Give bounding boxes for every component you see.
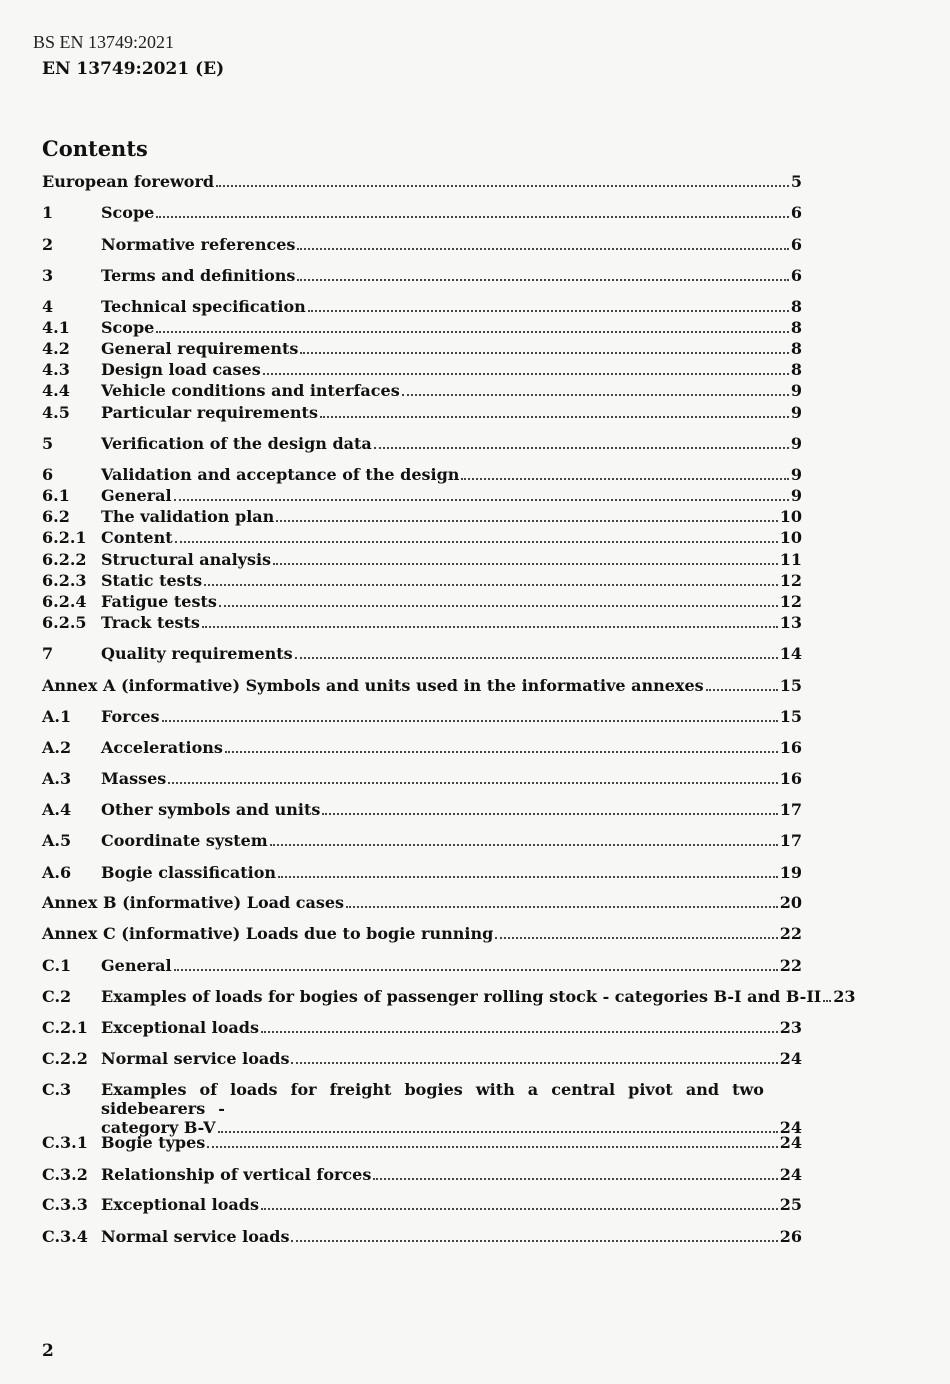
leader-dots bbox=[156, 331, 789, 333]
toc-text: Content bbox=[101, 528, 173, 547]
toc-page: 9 bbox=[790, 465, 802, 484]
toc-entry[interactable] bbox=[42, 893, 802, 914]
toc-text: Validation and acceptance of the design bbox=[101, 465, 460, 484]
toc-entry[interactable] bbox=[42, 1018, 802, 1039]
toc-text: Vehicle conditions and interfaces bbox=[101, 381, 400, 400]
header-standard-en: EN 13749:2021 (E) bbox=[42, 59, 225, 79]
toc-entry[interactable] bbox=[42, 800, 802, 821]
toc-number: 6.2.4 bbox=[42, 592, 87, 611]
toc-number: 5 bbox=[42, 434, 54, 453]
toc-text: Terms and definitions bbox=[101, 266, 296, 285]
toc-number: C.2 bbox=[42, 987, 72, 1006]
leader-dots bbox=[495, 937, 777, 939]
toc-text: Exceptional loads bbox=[101, 1195, 259, 1214]
toc-page: 6 bbox=[790, 266, 802, 285]
toc-page: 10 bbox=[779, 528, 802, 547]
toc-number: 4.4 bbox=[42, 381, 70, 400]
leader-dots bbox=[162, 720, 778, 722]
leader-dots bbox=[402, 394, 789, 396]
toc-number: C.3.1 bbox=[42, 1133, 88, 1152]
toc-page: 24 bbox=[779, 1165, 802, 1184]
toc-text: General bbox=[101, 956, 172, 975]
leader-dots bbox=[706, 689, 778, 691]
toc-entry[interactable] bbox=[42, 381, 802, 402]
toc-entry[interactable] bbox=[42, 360, 802, 381]
toc-entry[interactable] bbox=[42, 339, 802, 360]
toc-text: Fatigue tests bbox=[101, 592, 217, 611]
toc-page: 14 bbox=[779, 644, 802, 663]
toc-entry[interactable] bbox=[42, 172, 802, 193]
toc-entry[interactable] bbox=[42, 486, 802, 507]
toc-text-continued: category B-V bbox=[101, 1118, 216, 1137]
toc-number: 6.1 bbox=[42, 486, 70, 505]
leader-dots bbox=[373, 1178, 777, 1180]
toc-entry[interactable] bbox=[42, 235, 802, 256]
leader-dots bbox=[174, 499, 789, 501]
leader-dots bbox=[261, 1208, 778, 1210]
toc-text: Masses bbox=[101, 769, 167, 788]
toc-page: 17 bbox=[779, 800, 802, 819]
toc-number: A.5 bbox=[42, 831, 72, 850]
toc-text: General bbox=[101, 486, 172, 505]
leader-dots bbox=[278, 876, 778, 878]
toc-entry[interactable] bbox=[42, 465, 802, 486]
toc-entry[interactable] bbox=[42, 403, 802, 424]
contents-title: Contents bbox=[42, 136, 148, 161]
toc-page: 16 bbox=[779, 769, 802, 788]
toc-entry[interactable] bbox=[42, 956, 802, 977]
toc-entry[interactable] bbox=[42, 571, 802, 592]
toc-number: 1 bbox=[42, 203, 54, 222]
toc-entry[interactable] bbox=[42, 1227, 802, 1248]
toc-number: C.3.3 bbox=[42, 1195, 88, 1214]
leader-dots bbox=[270, 844, 778, 846]
toc-number: 6.2.5 bbox=[42, 613, 87, 632]
toc-page: 26 bbox=[779, 1227, 802, 1246]
toc-text: Forces bbox=[101, 707, 160, 726]
toc-text: Track tests bbox=[101, 613, 200, 632]
toc-number: C.2.1 bbox=[42, 1018, 88, 1037]
leader-dots bbox=[823, 1000, 831, 1002]
toc-page: 9 bbox=[790, 381, 802, 400]
toc-entry[interactable] bbox=[42, 550, 802, 571]
page-number: 2 bbox=[42, 1341, 54, 1361]
toc-entry[interactable] bbox=[42, 434, 802, 455]
toc-text: Quality requirements bbox=[101, 644, 293, 663]
toc-entry[interactable] bbox=[42, 676, 802, 697]
toc-text: Static tests bbox=[101, 571, 203, 590]
toc-number: A.2 bbox=[42, 738, 72, 757]
toc-text: Annex C (informative) Loads due to bogie running bbox=[42, 924, 494, 943]
toc-text: Verification of the design data bbox=[101, 434, 372, 453]
leader-dots bbox=[204, 584, 778, 586]
toc-text: Examples of loads for bogies of passenger rolling stock - categories B-I and B-II bbox=[101, 987, 822, 1006]
toc-number: C.3 bbox=[42, 1080, 72, 1099]
toc-text: Annex B (informative) Load cases bbox=[42, 893, 345, 912]
toc-page: 6 bbox=[790, 203, 802, 222]
toc-text: Structural analysis bbox=[101, 550, 272, 569]
toc-entry[interactable] bbox=[42, 528, 802, 549]
toc-text: General requirements bbox=[101, 339, 299, 358]
toc-number: 6.2.3 bbox=[42, 571, 87, 590]
toc-page: 5 bbox=[790, 172, 802, 191]
toc-number: 4.1 bbox=[42, 318, 70, 337]
toc-number: 4.3 bbox=[42, 360, 70, 379]
toc-page: 16 bbox=[779, 738, 802, 757]
toc-entry[interactable] bbox=[42, 1195, 802, 1216]
toc-entry[interactable] bbox=[42, 987, 856, 1008]
toc-page: 8 bbox=[790, 318, 802, 337]
toc-text: Scope bbox=[101, 318, 155, 337]
toc-number: 6.2.2 bbox=[42, 550, 87, 569]
leader-dots bbox=[225, 751, 778, 753]
toc-page: 22 bbox=[779, 956, 802, 975]
leader-dots bbox=[297, 248, 788, 250]
toc-number: C.1 bbox=[42, 956, 72, 975]
toc-text: Normative references bbox=[101, 235, 296, 254]
toc-entry[interactable] bbox=[42, 507, 802, 528]
toc-page: 20 bbox=[779, 893, 802, 912]
leader-dots bbox=[320, 416, 789, 418]
toc-number: 4.2 bbox=[42, 339, 70, 358]
toc-page: 6 bbox=[790, 235, 802, 254]
toc-number: 6.2 bbox=[42, 507, 70, 526]
toc-entry[interactable] bbox=[42, 1080, 802, 1137]
toc-text: Relationship of vertical forces bbox=[101, 1165, 372, 1184]
toc-number: 2 bbox=[42, 235, 54, 254]
leader-dots bbox=[207, 1146, 777, 1148]
leader-dots bbox=[216, 185, 789, 187]
toc-text: Exceptional loads bbox=[101, 1018, 259, 1037]
toc-page: 13 bbox=[779, 613, 802, 632]
leader-dots bbox=[297, 279, 788, 281]
leader-dots bbox=[175, 541, 778, 543]
leader-dots bbox=[300, 352, 789, 354]
toc-text: Design load cases bbox=[101, 360, 261, 379]
leader-dots bbox=[291, 1240, 777, 1242]
toc-number: A.4 bbox=[42, 800, 72, 819]
toc-number: C.3.4 bbox=[42, 1227, 88, 1246]
toc-number: A.1 bbox=[42, 707, 72, 726]
toc-page: 12 bbox=[779, 592, 802, 611]
toc-page: 25 bbox=[779, 1195, 802, 1214]
toc-entry[interactable] bbox=[42, 318, 802, 339]
toc-number: A.3 bbox=[42, 769, 72, 788]
leader-dots bbox=[273, 563, 778, 565]
leader-dots bbox=[174, 969, 778, 971]
toc-page: 19 bbox=[779, 863, 802, 882]
toc-entry[interactable] bbox=[42, 707, 802, 728]
toc-page: 15 bbox=[779, 707, 802, 726]
leader-dots bbox=[322, 813, 777, 815]
toc-page: 23 bbox=[779, 1018, 802, 1037]
toc-text: European foreword bbox=[42, 172, 215, 191]
toc-page: 9 bbox=[790, 434, 802, 453]
toc-entry[interactable] bbox=[42, 644, 802, 665]
toc-number: 4.5 bbox=[42, 403, 70, 422]
toc-entry[interactable] bbox=[42, 738, 802, 759]
toc-number: 3 bbox=[42, 266, 54, 285]
toc-text: Annex A (informative) Symbols and units used in the informative annexes bbox=[42, 676, 704, 695]
toc-entry[interactable] bbox=[42, 203, 802, 224]
toc-page: 8 bbox=[790, 297, 802, 316]
toc-entry[interactable] bbox=[42, 592, 802, 613]
toc-text: Normal service loads bbox=[101, 1049, 290, 1068]
toc-page: 8 bbox=[790, 360, 802, 379]
toc-entry[interactable] bbox=[42, 1049, 802, 1070]
toc-number: C.2.2 bbox=[42, 1049, 88, 1068]
toc-number: 6.2.1 bbox=[42, 528, 87, 547]
toc-text: Other symbols and units bbox=[101, 800, 321, 819]
toc-number: 4 bbox=[42, 297, 54, 316]
toc-number: C.3.2 bbox=[42, 1165, 88, 1184]
toc-page: 17 bbox=[779, 831, 802, 850]
toc-text: Examples of loads for freight bogies with a central pivot and two sidebearers - bbox=[101, 1080, 764, 1118]
toc-text: Coordinate system bbox=[101, 831, 268, 850]
toc-text: Particular requirements bbox=[101, 403, 318, 422]
toc-entry[interactable] bbox=[42, 266, 802, 287]
toc-number: 6 bbox=[42, 465, 54, 484]
leader-dots bbox=[308, 310, 789, 312]
leader-dots bbox=[202, 626, 778, 628]
header-standard-bs: BS EN 13749:2021 bbox=[33, 32, 175, 52]
leader-dots bbox=[346, 906, 778, 908]
leader-dots bbox=[263, 373, 789, 375]
toc-text: Scope bbox=[101, 203, 155, 222]
toc-entry[interactable] bbox=[42, 297, 802, 318]
toc-page: 24 bbox=[779, 1049, 802, 1068]
toc-page: 9 bbox=[790, 403, 802, 422]
toc-page: 24 bbox=[779, 1118, 802, 1137]
toc-text: Technical specification bbox=[101, 297, 306, 316]
toc-page: 10 bbox=[779, 507, 802, 526]
toc-number: 7 bbox=[42, 644, 54, 663]
toc-page: 12 bbox=[779, 571, 802, 590]
toc-number: A.6 bbox=[42, 863, 72, 882]
leader-dots bbox=[291, 1062, 777, 1064]
leader-dots bbox=[374, 447, 789, 449]
leader-dots bbox=[261, 1031, 778, 1033]
toc-text: The validation plan bbox=[101, 507, 275, 526]
toc-page: 11 bbox=[779, 550, 802, 569]
toc-entry[interactable] bbox=[42, 924, 802, 945]
toc-entry[interactable] bbox=[42, 1165, 802, 1186]
toc-page: 24 bbox=[779, 1133, 802, 1152]
leader-dots bbox=[276, 520, 777, 522]
leader-dots bbox=[219, 605, 778, 607]
toc-text: Bogie classification bbox=[101, 863, 277, 882]
leader-dots bbox=[295, 657, 778, 659]
leader-dots bbox=[461, 478, 788, 480]
toc-text: Accelerations bbox=[101, 738, 223, 757]
toc-entry[interactable] bbox=[42, 613, 802, 634]
toc-text: Bogie types bbox=[101, 1133, 206, 1152]
toc-page: 9 bbox=[790, 486, 802, 505]
toc-entry[interactable] bbox=[42, 863, 802, 884]
leader-dots bbox=[156, 216, 789, 218]
toc-page: 23 bbox=[833, 987, 856, 1006]
leader-dots bbox=[168, 782, 777, 784]
toc-page: 15 bbox=[779, 676, 802, 695]
toc-page: 8 bbox=[790, 339, 802, 358]
toc-entry[interactable] bbox=[42, 769, 802, 790]
toc-entry[interactable] bbox=[42, 1133, 802, 1154]
toc-page: 22 bbox=[779, 924, 802, 943]
toc-entry[interactable] bbox=[42, 831, 802, 852]
toc-text: Normal service loads bbox=[101, 1227, 290, 1246]
